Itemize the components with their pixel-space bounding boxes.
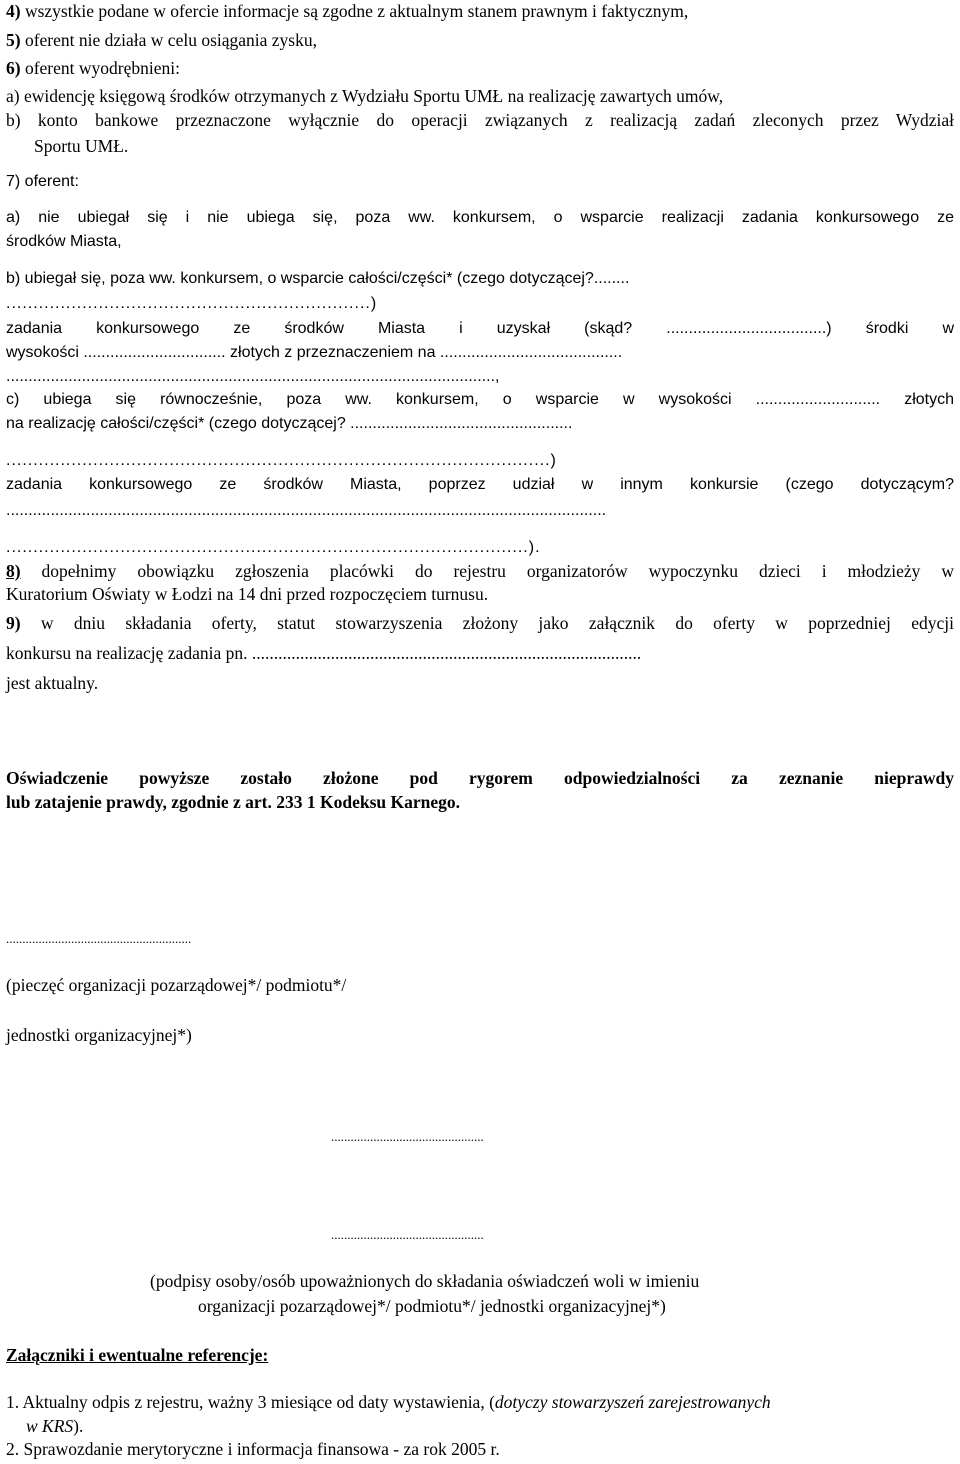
item-7-c-line6: ................................................................................................). bbox=[6, 539, 541, 556]
item-8-text: dopełnimy obowiązku zgłoszenia placówki do rejestru organizatorów wypoczynku dzieci i młodzieży w bbox=[20, 561, 954, 581]
item-6-text: oferent wyodrębnieni: bbox=[20, 58, 180, 78]
item-9-line1 bbox=[6, 612, 954, 634]
signature-dots-2: ............................................... bbox=[331, 1227, 484, 1242]
attachment-1-italic: dotyczy stowarzyszeń zarejestrowanych bbox=[494, 1392, 771, 1412]
signature-caption-line1: (podpisy osoby/osób upoważnionych do składania oświadczeń woli w imieniu bbox=[150, 1271, 700, 1291]
item-5 bbox=[6, 29, 954, 51]
signature-caption-line2: organizacji pozarządowej*/ podmiotu*/ jednostki organizacyjnej*) bbox=[198, 1296, 666, 1316]
attachments-heading: Załączniki i ewentualne referencje: bbox=[6, 1345, 269, 1365]
item-7-a-line1: a) nie ubiegał się i nie ubiega się, poza ww. konkursem, o wsparcie realizacji zadania konkursowego ze bbox=[6, 209, 954, 226]
declaration-line1: Oświadczenie powyższe zostało złożone pod rygorem odpowiedzialności za zeznanie nieprawdy bbox=[6, 768, 954, 788]
item-7-b-line5: .............................................................................................................., bbox=[6, 368, 500, 385]
attachment-1-text: 1. Aktualny odpis z rejestru, ważny 3 miesiące od daty wystawienia, ( bbox=[6, 1392, 495, 1412]
item-7-b-line3: zadania konkursowego ze środków Miasta i uzyskał (skąd? ....................................) środki w bbox=[6, 320, 954, 337]
item-7-a-line2: środków Miasta, bbox=[6, 233, 122, 250]
attachment-1-line1 bbox=[6, 1391, 954, 1413]
item-9-line2: konkursu na realizację zadania pn. ......................................................................................... bbox=[6, 643, 642, 663]
item-7-c-line5: ....................................................................................................................................... bbox=[6, 502, 607, 519]
item-8-line2: Kuratorium Oświaty w Łodzi na 14 dni przed rozpoczęciem turnusu. bbox=[6, 584, 489, 604]
item-8-number: 8) bbox=[6, 561, 21, 581]
item-6-b-line2: Sportu UMŁ. bbox=[34, 136, 129, 156]
signature-dots-1: ............................................... bbox=[331, 1129, 484, 1144]
item-7-b-line1: b) ubiegał się, poza ww. konkursem, o wsparcie całości/części* (czego dotyczącej?........ bbox=[6, 270, 630, 287]
stamp-dots: ......................................................... bbox=[6, 931, 192, 946]
item-7-b-line2: ...................................................................) bbox=[6, 295, 378, 312]
item-7-c-line2: na realizację całości/części* (czego dotyczącej? .................................................. bbox=[6, 415, 573, 432]
item-7-b-line4: wysokości ................................ złotych z przeznaczeniem na ......................................... bbox=[6, 344, 623, 361]
item-7-c-line3: ....................................................................................................) bbox=[6, 452, 557, 469]
item-4-text: wszystkie podane w ofercie informacje są zgodne z aktualnym stanem prawnym i faktycznym, bbox=[20, 1, 689, 21]
item-4 bbox=[6, 0, 954, 22]
attachment-1-krs: w KRS bbox=[26, 1416, 74, 1436]
stamp-caption-line1: (pieczęć organizacji pozarządowej*/ podmiotu*/ bbox=[6, 975, 347, 995]
stamp-caption-line2: jednostki organizacyjnej*) bbox=[6, 1025, 192, 1045]
item-9-text: w dniu składania oferty, statut stowarzyszenia złożony jako załącznik do oferty w poprzedniej edycji bbox=[20, 613, 954, 633]
item-7-c-line1: c) ubiega się równocześnie, poza ww. konkursem, o wsparcie w wysokości ............................ złotych bbox=[6, 391, 954, 408]
item-6-number: 6) bbox=[6, 58, 21, 78]
item-7-c-line4: zadania konkursowego ze środków Miasta, poprzez udział w innym konkursie (czego dotyczącym? bbox=[6, 476, 954, 493]
item-6-a: a) ewidencję księgową środków otrzymanych z Wydziału Sportu UMŁ na realizację zawartych umów, bbox=[6, 86, 724, 106]
attachment-1-end: ). bbox=[73, 1416, 84, 1436]
item-5-text: oferent nie działa w celu osiągania zysku, bbox=[20, 30, 317, 50]
item-8-line1 bbox=[6, 560, 954, 582]
item-9-number: 9) bbox=[6, 613, 21, 633]
item-7-header: 7) oferent: bbox=[6, 173, 79, 190]
item-6-b-line1: b) konto bankowe przeznaczone wyłącznie do operacji związanych z realizacją zadań zleconych przez Wydział bbox=[6, 110, 954, 130]
item-5-number: 5) bbox=[6, 30, 21, 50]
attachment-2: 2. Sprawozdanie merytoryczne i informacja finansowa - za rok 2005 r. bbox=[6, 1439, 500, 1459]
item-4-number: 4) bbox=[6, 1, 21, 21]
item-6 bbox=[6, 57, 954, 79]
item-9-line3: jest aktualny. bbox=[6, 673, 99, 693]
attachment-1-line2 bbox=[26, 1415, 954, 1437]
declaration-line2: lub zatajenie prawdy, zgodnie z art. 233 1 Kodeksu Karnego. bbox=[6, 792, 461, 812]
